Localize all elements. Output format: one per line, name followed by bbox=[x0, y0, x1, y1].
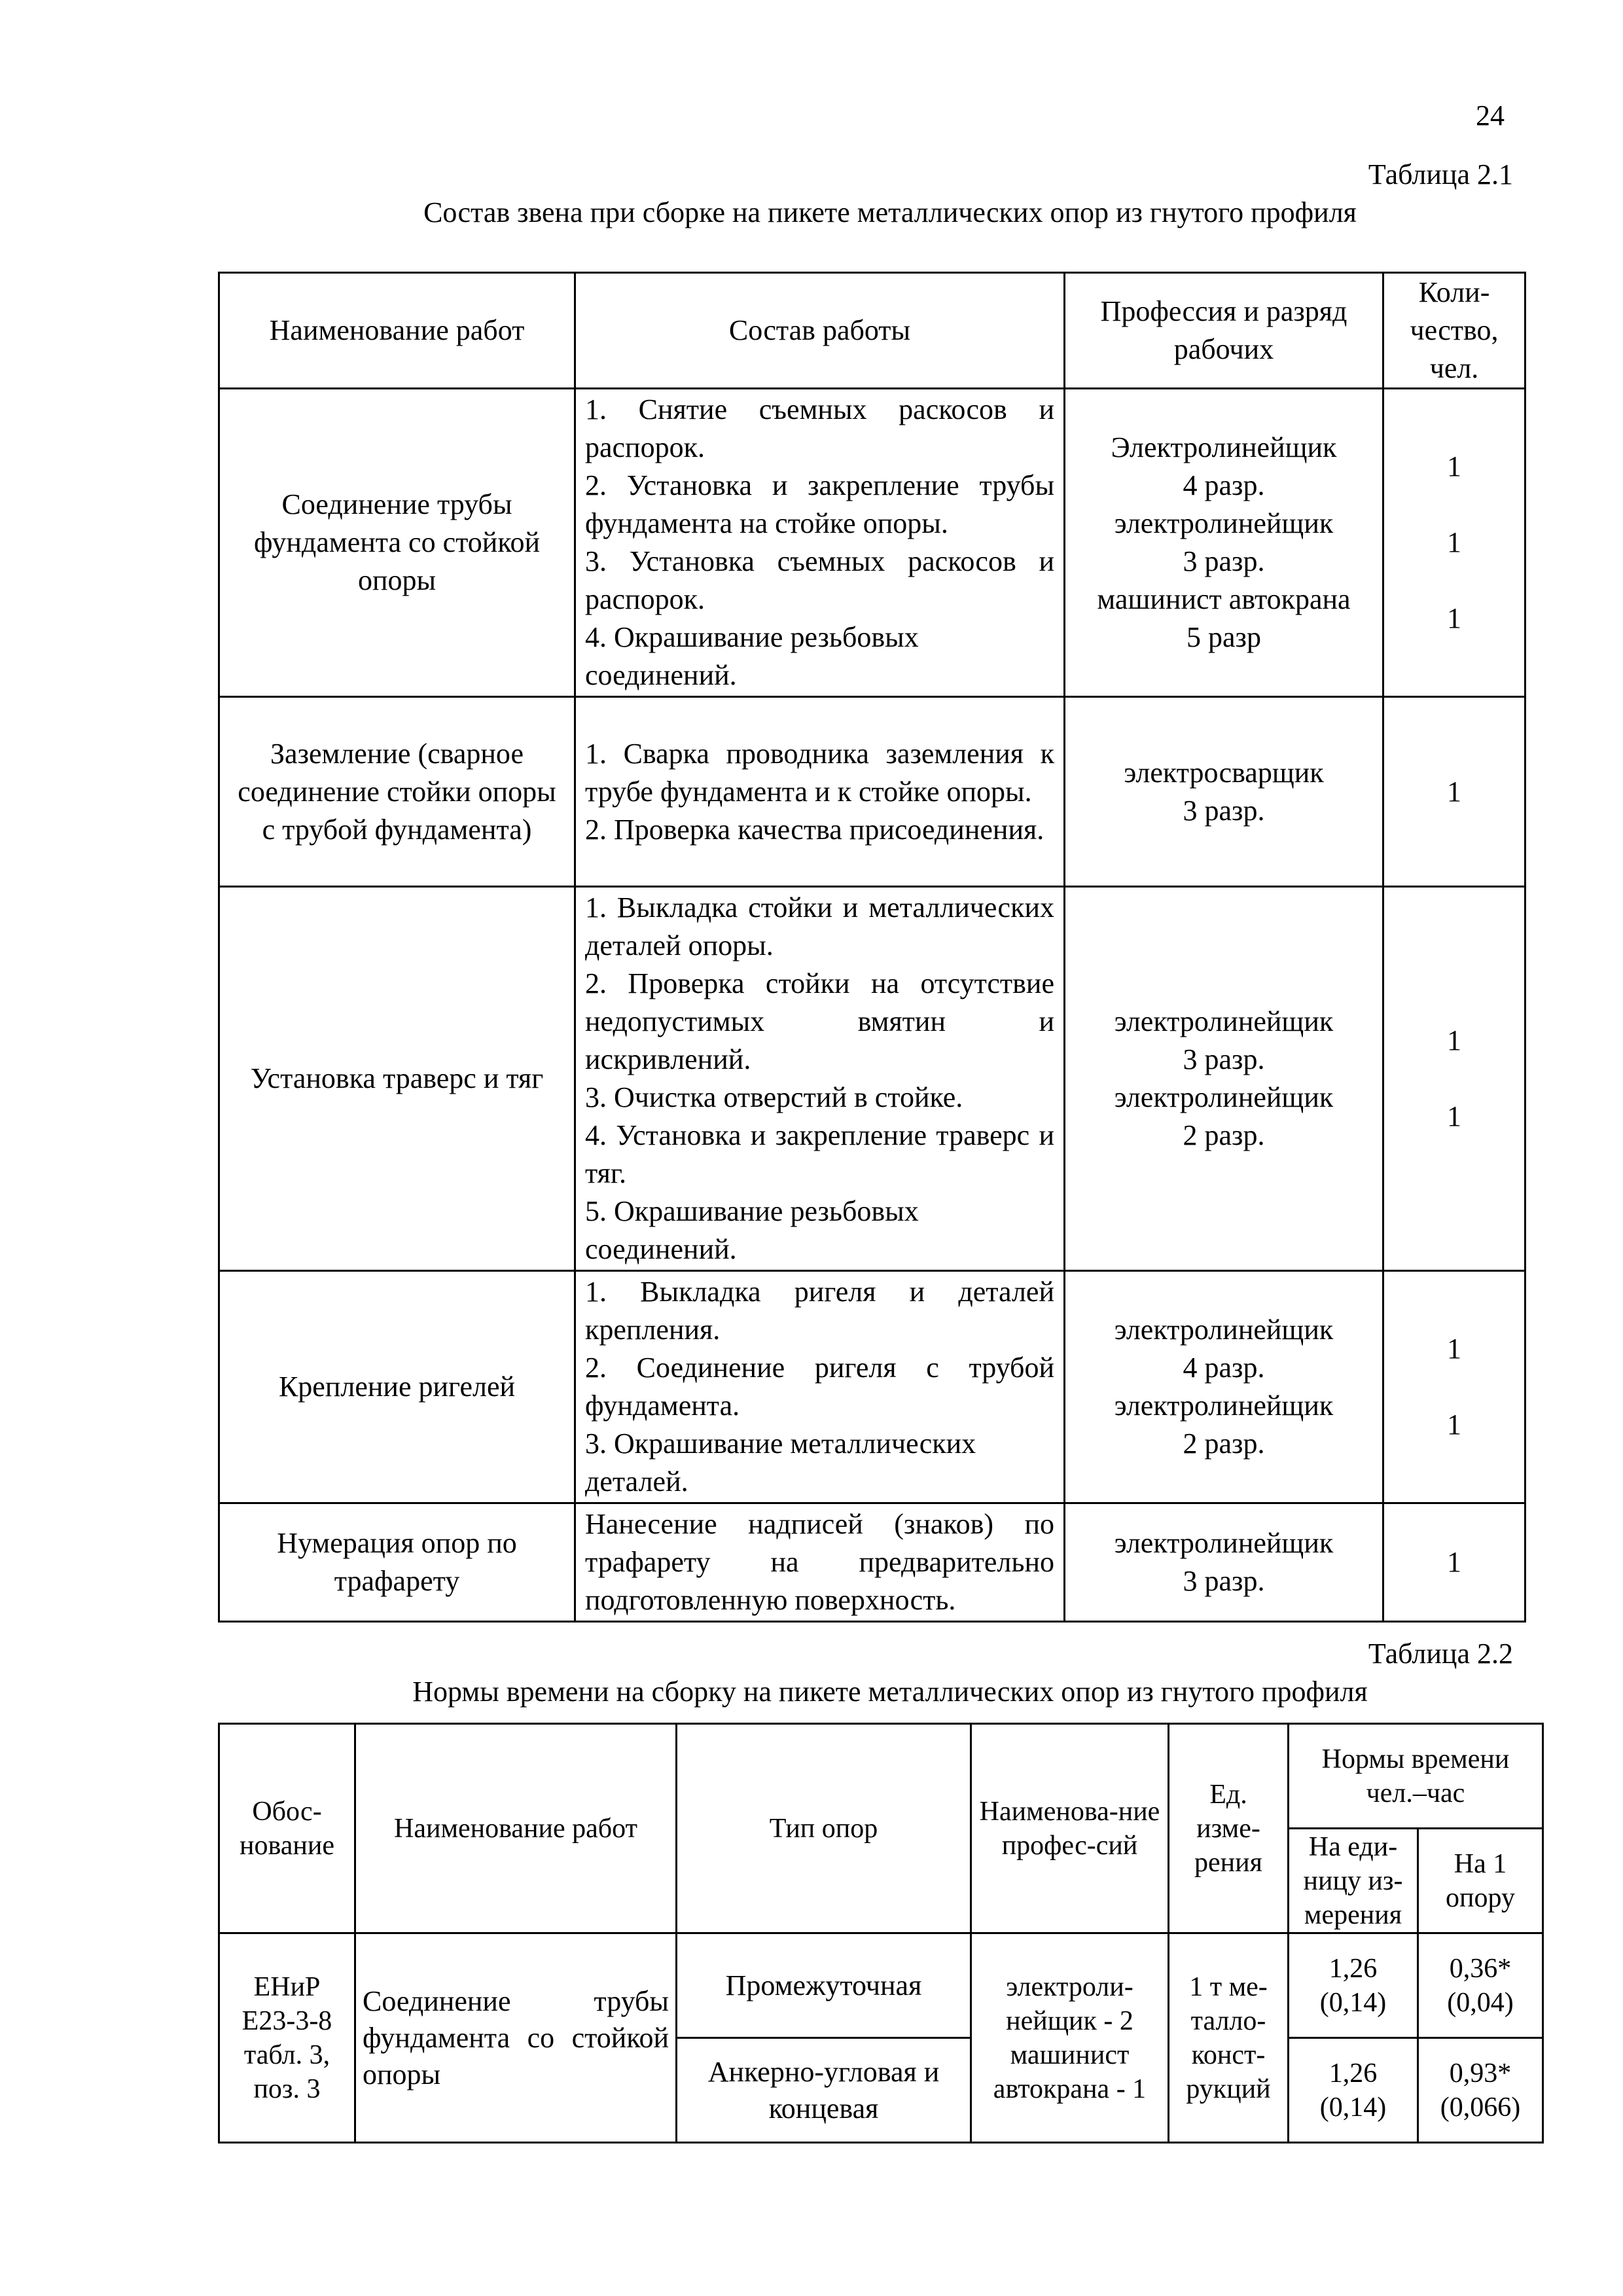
support-type: Промежуточная bbox=[677, 1933, 971, 2038]
work-name: Установка траверс и тяг bbox=[219, 887, 575, 1271]
step: 2. Проверка стойки на отсутствие недопустимых вмятин и искривлений. bbox=[585, 967, 1054, 1075]
work-steps bbox=[575, 887, 1065, 1271]
norm-value: 1,26 bbox=[1329, 1953, 1378, 1984]
prof-line: электросварщик bbox=[1124, 756, 1324, 789]
table2-label: Таблица 2.2 bbox=[1368, 1638, 1513, 1670]
qty-line: 1 bbox=[1447, 1546, 1461, 1578]
quantity bbox=[1383, 1503, 1525, 1622]
prof-line: 3 разр. bbox=[1183, 545, 1265, 577]
prof-line: электролинейщик bbox=[1114, 1314, 1334, 1346]
header-per-unit: На еди-ницу из-мерения bbox=[1289, 1829, 1418, 1933]
norm-per-support bbox=[1418, 2038, 1543, 2143]
header-work: Наименование работ bbox=[355, 1724, 677, 1933]
support-type: Анкерно-угловая и концевая bbox=[677, 2038, 971, 2143]
qty-line: 1 bbox=[1447, 526, 1461, 558]
work-name: Соединение трубы фундамента со стойкой опоры bbox=[355, 1933, 677, 2143]
prof-line: 2 разр. bbox=[1183, 1427, 1265, 1460]
step: 1. Выкладка ригеля и деталей крепления. bbox=[585, 1276, 1054, 1346]
header-work: Наименование работ bbox=[219, 273, 575, 389]
prof-line: 4 разр. bbox=[1183, 1352, 1265, 1384]
table-row bbox=[219, 389, 1525, 697]
table-2-2 bbox=[218, 1723, 1544, 2144]
table-row bbox=[219, 887, 1525, 1271]
basis: ЕНиР Е23-3-8 табл. 3, поз. 3 bbox=[219, 1933, 355, 2143]
table-2-1 bbox=[218, 272, 1526, 1623]
profession: электроли-нейщик - 2 машинист автокрана - 1 bbox=[971, 1933, 1169, 2143]
norm-per-unit bbox=[1289, 1933, 1418, 2038]
norm-value: 0,36* bbox=[1449, 1953, 1512, 1984]
quantity bbox=[1383, 389, 1525, 697]
prof-line: машинист автокрана bbox=[1097, 583, 1351, 615]
step: 4. Окрашивание резьбовых соединений. bbox=[585, 621, 919, 691]
header-type: Тип опор bbox=[677, 1724, 971, 1933]
qty-line: 1 bbox=[1447, 450, 1461, 482]
qty-line: 1 bbox=[1447, 1333, 1461, 1365]
qty-line: 1 bbox=[1447, 1100, 1461, 1132]
header-profession: Профессия и разряд рабочих bbox=[1065, 273, 1383, 389]
step: 5. Окрашивание резьбовых соединений. bbox=[585, 1195, 919, 1265]
header-basis: Обос-нование bbox=[219, 1724, 355, 1933]
page-number: 24 bbox=[1476, 99, 1505, 132]
work-steps bbox=[575, 1271, 1065, 1503]
step: 2. Соединение ригеля с трубой фундамента. bbox=[585, 1352, 1054, 1422]
prof-line: электролинейщик bbox=[1114, 1005, 1334, 1037]
profession bbox=[1065, 697, 1383, 887]
table1-header-row bbox=[219, 273, 1525, 389]
prof-line: 3 разр. bbox=[1183, 794, 1265, 827]
table-row bbox=[219, 697, 1525, 887]
qty-line: 1 bbox=[1447, 602, 1461, 634]
qty-line: 1 bbox=[1447, 1024, 1461, 1056]
work-name: Нумерация опор по трафарету bbox=[219, 1503, 575, 1622]
norm-value-paren: (0,14) bbox=[1319, 2092, 1387, 2123]
step: 2. Проверка качества присоединения. bbox=[585, 813, 1044, 846]
norm-value: 0,93* bbox=[1449, 2058, 1512, 2089]
profession bbox=[1065, 1503, 1383, 1622]
work-steps bbox=[575, 697, 1065, 887]
prof-line: электролинейщик bbox=[1114, 1390, 1334, 1422]
table1-label: Таблица 2.1 bbox=[1368, 158, 1513, 190]
table-row bbox=[219, 1271, 1525, 1503]
step: 4. Установка и закрепление траверс и тяг. bbox=[585, 1119, 1054, 1189]
header-unit: Ед. изме-рения bbox=[1169, 1724, 1289, 1933]
prof-line: 4 разр. bbox=[1183, 469, 1265, 501]
step: 2. Установка и закрепление трубы фундамента на стойке опоры. bbox=[585, 469, 1054, 539]
norm-value-paren: (0,066) bbox=[1440, 2092, 1521, 2123]
step: 3. Установка съемных раскосов и распорок. bbox=[585, 545, 1054, 615]
header-quantity: Коли-чество, чел. bbox=[1383, 273, 1525, 389]
table1-title: Состав звена при сборке на пикете металлических опор из гнутого профиля bbox=[423, 196, 1357, 228]
prof-line: 2 разр. bbox=[1183, 1119, 1265, 1151]
prof-line: электролинейщик bbox=[1114, 1527, 1334, 1559]
profession bbox=[1065, 1271, 1383, 1503]
profession bbox=[1065, 389, 1383, 697]
prof-line: 3 разр. bbox=[1183, 1043, 1265, 1075]
prof-line: 3 разр. bbox=[1183, 1565, 1265, 1597]
header-profession: Наименова-ние профес-сий bbox=[971, 1724, 1169, 1933]
norm-per-unit bbox=[1289, 2038, 1418, 2143]
header-per-support: На 1 опору bbox=[1418, 1829, 1543, 1933]
step: 1. Снятие съемных раскосов и распорок. bbox=[585, 393, 1054, 463]
work-name: Заземление (сварное соединение стойки опоры с трубой фундамента) bbox=[219, 697, 575, 887]
table-row bbox=[219, 1933, 1543, 2038]
header-composition: Состав работы bbox=[575, 273, 1065, 389]
work-name: Соединение трубы фундамента со стойкой опоры bbox=[219, 389, 575, 697]
table2-title: Нормы времени на сборку на пикете металлических опор из гнутого профиля bbox=[412, 1676, 1368, 1708]
prof-line: 5 разр bbox=[1186, 621, 1261, 653]
header-norms: Нормы времени чел.–час bbox=[1289, 1724, 1543, 1829]
quantity bbox=[1383, 1271, 1525, 1503]
step: 1. Выкладка стойки и металлических деталей опоры. bbox=[585, 891, 1054, 961]
prof-line: электролинейщик bbox=[1114, 507, 1334, 539]
step: 3. Окрашивание металлических деталей. bbox=[585, 1427, 976, 1498]
qty-line: 1 bbox=[1447, 1408, 1461, 1441]
table2-header-row bbox=[219, 1724, 1543, 1829]
quantity bbox=[1383, 887, 1525, 1271]
quantity bbox=[1383, 697, 1525, 887]
norm-value-paren: (0,14) bbox=[1319, 1987, 1387, 2018]
unit: 1 т ме-талло-конст-рукций bbox=[1169, 1933, 1289, 2143]
step: 3. Очистка отверстий в стойке. bbox=[585, 1081, 963, 1113]
work-steps bbox=[575, 1503, 1065, 1622]
norm-per-support bbox=[1418, 1933, 1543, 2038]
work-name: Крепление ригелей bbox=[219, 1271, 575, 1503]
prof-line: Электролинейщик bbox=[1111, 431, 1337, 463]
step: Нанесение надписей (знаков) по трафарету на предварительно подготовленную поверхность. bbox=[585, 1508, 1054, 1616]
prof-line: электролинейщик bbox=[1114, 1081, 1334, 1113]
table-row bbox=[219, 1503, 1525, 1622]
step: 1. Сварка проводника заземления к трубе фундамента и к стойке опоры. bbox=[585, 737, 1054, 808]
profession bbox=[1065, 887, 1383, 1271]
work-steps bbox=[575, 389, 1065, 697]
norm-value: 1,26 bbox=[1329, 2058, 1378, 2089]
norm-value-paren: (0,04) bbox=[1447, 1987, 1514, 2018]
qty-line: 1 bbox=[1447, 775, 1461, 808]
